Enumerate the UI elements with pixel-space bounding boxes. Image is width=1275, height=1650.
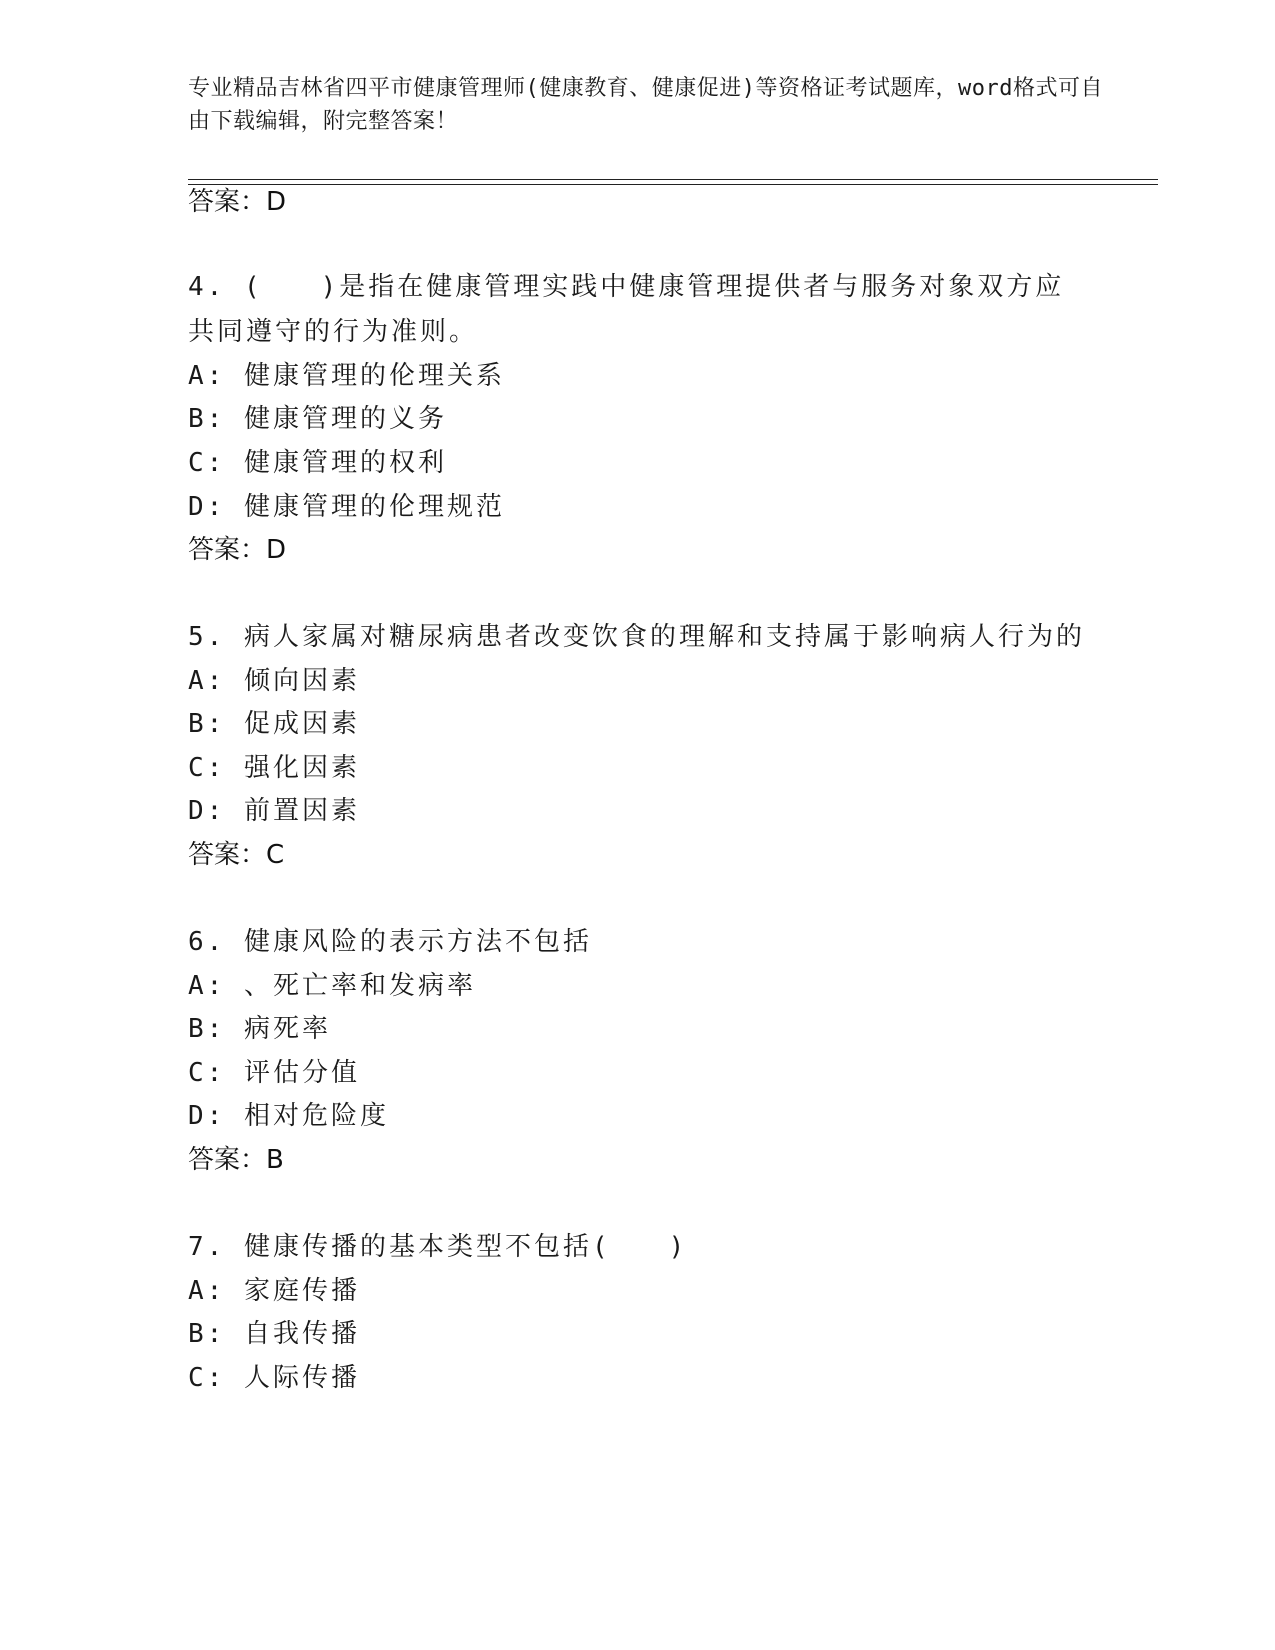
- option-b: B: 自我传播: [188, 1319, 360, 1349]
- question-text: 5. 病人家属对糖尿病患者改变饮食的理解和支持属于影响病人行为的: [188, 622, 1085, 652]
- option-b: B: 健康管理的义务: [188, 404, 447, 434]
- question-text: 7. 健康传播的基本类型不包括( ): [188, 1232, 688, 1262]
- question-answer: 答案：C: [188, 840, 285, 870]
- option-c: C: 健康管理的权利: [188, 448, 447, 478]
- option-b: B: 促成因素: [188, 709, 360, 739]
- option-b: B: 病死率: [188, 1014, 331, 1044]
- option-a: A: 倾向因素: [188, 666, 360, 696]
- option-a: A: 、死亡率和发病率: [188, 971, 476, 1001]
- option-d: D: 前置因素: [188, 796, 360, 826]
- header-divider-bottom: [188, 184, 1158, 185]
- option-a: A: 家庭传播: [188, 1276, 360, 1306]
- option-a: A: 健康管理的伦理关系: [188, 361, 505, 391]
- option-d: D: 相对危险度: [188, 1101, 389, 1131]
- option-c: C: 强化因素: [188, 753, 360, 783]
- previous-answer: 答案：D: [188, 187, 287, 217]
- option-c: C: 人际传播: [188, 1363, 360, 1393]
- question-answer: 答案：D: [188, 535, 287, 565]
- page-header: 专业精品吉林省四平市健康管理师(健康教育、健康促进)等资格证考试题库，word格式可自由下载编辑，附完整答案！: [188, 76, 1103, 134]
- option-d: D: 健康管理的伦理规范: [188, 492, 505, 522]
- option-c: C: 评估分值: [188, 1058, 360, 1088]
- header-divider-top: [188, 179, 1158, 180]
- question-text: 4. ( )是指在健康管理实践中健康管理提供者与服务对象双方应共同遵守的行为准则。: [188, 272, 1065, 347]
- question-answer: 答案：B: [188, 1145, 284, 1175]
- question-text: 6. 健康风险的表示方法不包括: [188, 927, 592, 957]
